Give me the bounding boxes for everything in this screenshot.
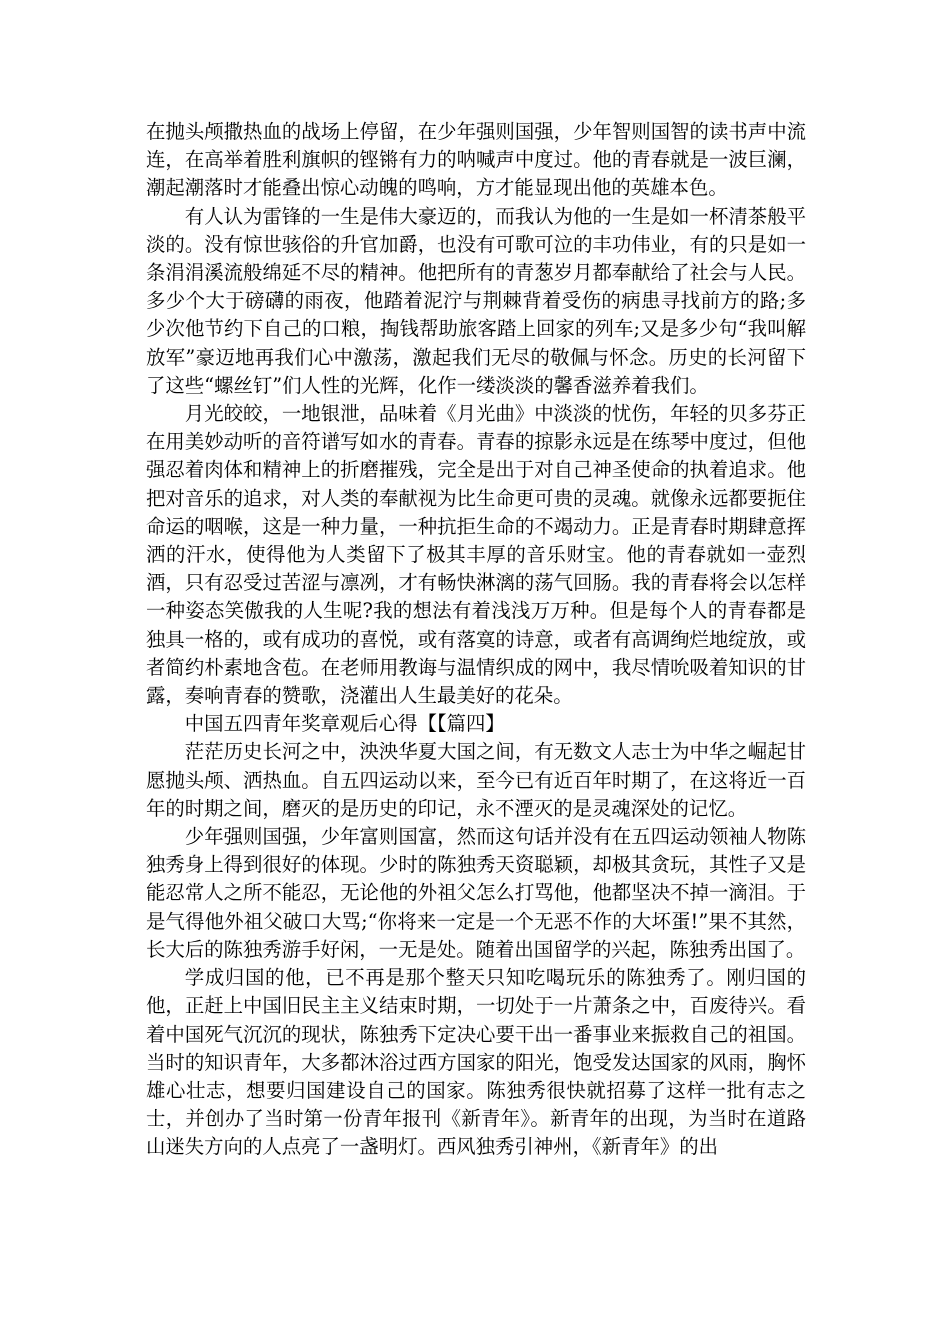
paragraph-chen-youth: 少年强则国强，少年富则国富，然而这句话并没有在五四运动领袖人物陈独秀身上得到很好的体现。少时的陈独秀天资聪颖，却极其贪玩，其性子又是能忍常人之所不能忍，无论他的外祖父怎么打骂他，他都坚决不掉一滴泪。于是气得他外祖父破口大骂;“你将来一定是一个无恶不作的大坏蛋!”果不其然，长大后的陈独秀游手好闲，一无是处。随着出国留学的兴起，陈独秀出国了。 xyxy=(146,825,806,961)
section-heading: 中国五四青年奖章观后心得【【篇四】 xyxy=(184,712,505,736)
paragraph-continuation: 在抛头颅撒热血的战场上停留，在少年强则国强，少年智则国智的读书声中流连，在高举着胜利旗帜的铿锵有力的呐喊声中度过。他的青春就是一波巨澜，潮起潮落时才能叠出惊心动魄的鸣响，方才能显现出他的英雄本色。 xyxy=(146,120,806,200)
paragraph-history: 茫茫历史长河之中，泱泱华夏大国之间，有无数文人志士为中华之崛起甘愿抛头颅、洒热血。自五四运动以来，至今已有近百年时期了，在这将近一百年的时期之间，磨灭的是历史的印记，永不湮灭的是灵魂深处的记忆。 xyxy=(146,740,806,820)
paragraph-leifeng: 有人认为雷锋的一生是伟大豪迈的，而我认为他的一生是如一杯清茶般平淡的。没有惊世骇俗的升官加爵，也没有可歌可泣的丰功伟业，有的只是如一条涓涓溪流般绵延不尽的精神。他把所有的青葱岁月都奉献给了社会与人民。多少个大于磅礴的雨夜，他踏着泥泞与荆棘背着受伤的病患寻找前方的路;多少次他节约下自己的口粮，掏钱帮助旅客踏上回家的列车;又是多少句“我叫解放军”豪迈地再我们心中激荡，激起我们无尽的敬佩与怀念。历史的长河留下了这些“螺丝钉”们人性的光辉，化作一缕淡淡的馨香滋养着我们。 xyxy=(146,204,806,397)
document-page xyxy=(146,118,806,1162)
paragraph-chen-return: 学成归国的他，已不再是那个整天只知吃喝玩乐的陈独秀了。刚归国的他，正赶上中国旧民主主义结束时期，一切处于一片萧条之中，百废待兴。看着中国死气沉沉的现状，陈独秀下定决心要干出一番事业来振救自己的祖国。当时的知识青年，大多都沐浴过西方国家的阳光，饱受发达国家的风雨，胸怀雄心壮志，想要归国建设自己的国家。陈独秀很快就招募了这样一批有志之士，并创办了当时第一份青年报刊《新青年》。新青年的出现，为当时在道路山迷失方向的人点亮了一盏明灯。西风独秀引神州，《新青年》的出 xyxy=(146,966,806,1159)
paragraph-beethoven: 月光皎皎，一地银泄，品味着《月光曲》中淡淡的忧伤，年轻的贝多芬正在用美妙动听的音符谱写如水的青春。青春的掠影永远是在练琴中度过，但他强忍着肉体和精神上的折磨摧残，完全是出于对自己神圣使命的执着追求。他把对音乐的追求，对人类的奉献视为比生命更可贵的灵魂。就像永远都要扼住命运的咽喉，这是一种力量，一种抗拒生命的不竭动力。正是青春时期肆意挥洒的汗水，使得他为人类留下了极其丰厚的音乐财宝。他的青春就如一壶烈酒，只有忍受过苦涩与凛冽，才有畅快淋漓的荡气回肠。我的青春将会以怎样一种姿态笑傲我的人生呢?我的想法有着浅浅万万种。但是每个人的青春都是独具一格的，或有成功的喜悦，或有落寞的诗意，或者有高调绚烂地绽放，或者简约朴素地含苞。在老师用教诲与温情织成的网中，我尽情吮吸着知识的甘露，奏响青春的赞歌，浇灌出人生最美好的花朵。 xyxy=(146,402,806,708)
